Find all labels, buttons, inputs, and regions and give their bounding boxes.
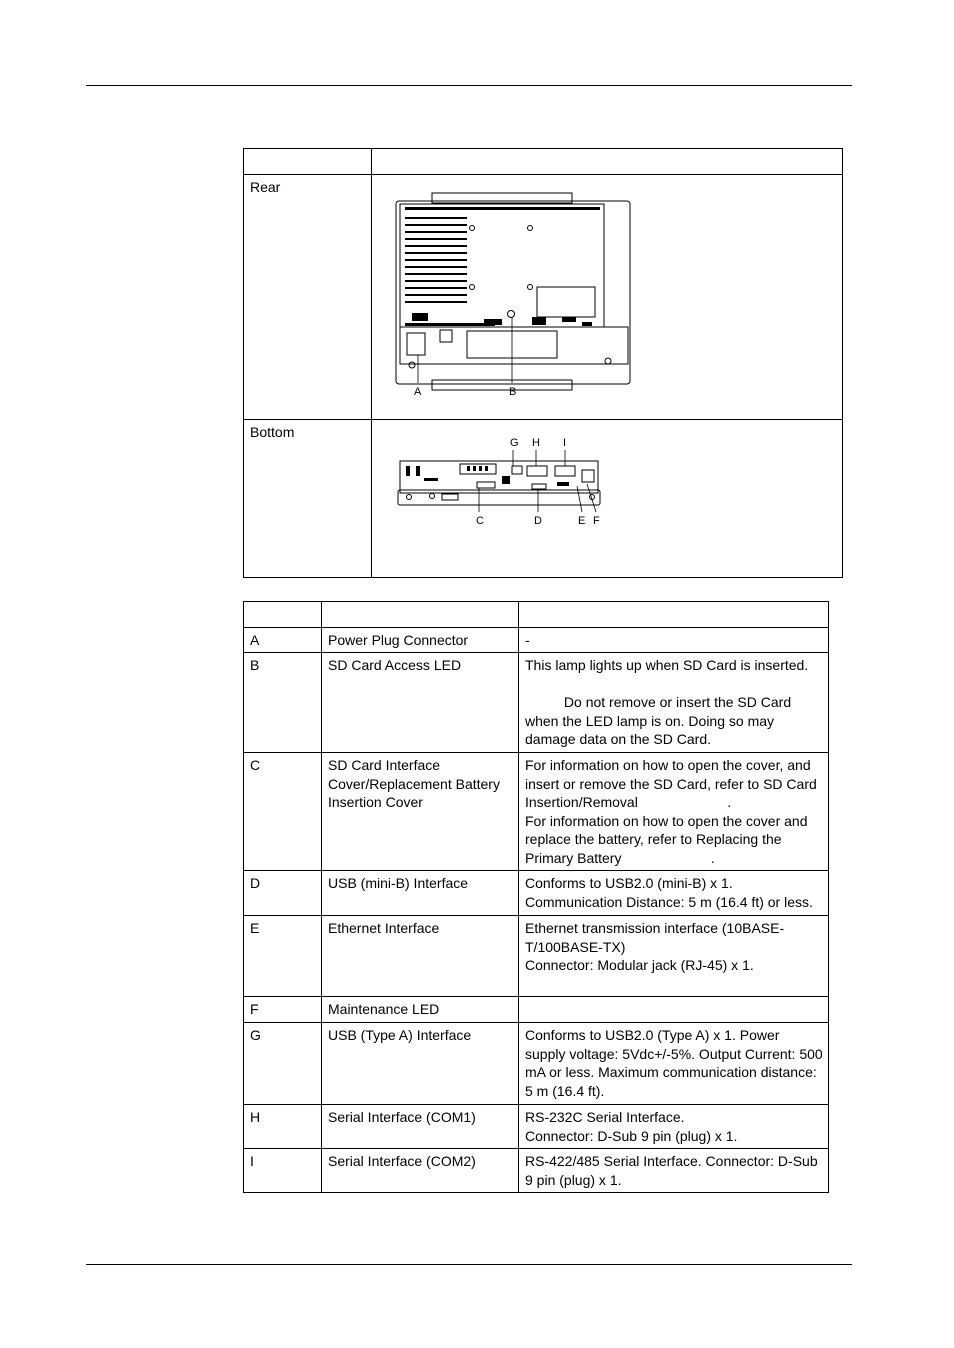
footer-rule bbox=[86, 1264, 852, 1265]
part-name: Maintenance LED bbox=[328, 1001, 440, 1017]
table-row bbox=[244, 628, 829, 653]
callout-C: C bbox=[476, 515, 484, 527]
view-figure-cell bbox=[372, 420, 843, 578]
callout-E: E bbox=[578, 515, 586, 527]
table-row bbox=[244, 916, 829, 997]
part-desc: RS-422/485 Serial Interface. Connector: D-Sub 9 pin (plug) x 1. bbox=[525, 1153, 822, 1188]
table-row bbox=[244, 871, 829, 916]
table-row bbox=[244, 1105, 829, 1149]
part-id: E bbox=[250, 920, 260, 936]
callout-B: B bbox=[509, 386, 517, 398]
part-desc: RS-232C Serial Interface. Connector: D-Sub 9 pin (plug) x 1. bbox=[525, 1109, 738, 1144]
part-name: Serial Interface (COM1) bbox=[328, 1109, 476, 1125]
callout-I: I bbox=[563, 437, 567, 449]
view-figure-cell bbox=[372, 175, 843, 420]
part-id: G bbox=[250, 1027, 261, 1043]
part-name: Ethernet Interface bbox=[328, 920, 440, 936]
parts-table bbox=[243, 601, 829, 1193]
parts-header-row bbox=[244, 602, 829, 628]
view-label-cell bbox=[244, 420, 372, 578]
table-row bbox=[244, 1149, 829, 1193]
views-header-row bbox=[244, 149, 843, 175]
part-name: USB (mini-B) Interface bbox=[328, 875, 469, 891]
part-id: B bbox=[250, 657, 260, 673]
part-desc: Conforms to USB2.0 (mini-B) x 1. Communication Distance: 5 m (16.4 ft) or less. bbox=[525, 875, 813, 910]
callout-F: F bbox=[593, 515, 600, 527]
views-header-cell bbox=[372, 149, 843, 175]
callout-H: H bbox=[532, 437, 540, 449]
part-desc: This lamp lights up when SD Card is inserted. Do not remove or insert the SD Card when the LED lamp is on. Doing so may damage data on the SD Card. bbox=[525, 657, 809, 747]
callout-D: D bbox=[534, 515, 542, 527]
view-label: Rear bbox=[250, 179, 281, 195]
part-id: D bbox=[250, 875, 261, 891]
table-row bbox=[244, 1023, 829, 1105]
parts-header-cell bbox=[244, 602, 322, 628]
part-name: USB (Type A) Interface bbox=[328, 1027, 472, 1043]
part-name: Serial Interface (COM2) bbox=[328, 1153, 476, 1169]
part-desc: - bbox=[525, 632, 530, 648]
view-label: Bottom bbox=[250, 424, 295, 440]
part-desc bbox=[519, 997, 828, 1000]
rear-view-figure bbox=[372, 175, 842, 416]
table-row bbox=[244, 175, 843, 420]
part-name: Power Plug Connector bbox=[328, 632, 469, 648]
parts-header-cell bbox=[519, 602, 829, 628]
table-row bbox=[244, 753, 829, 871]
part-id: H bbox=[250, 1109, 261, 1125]
part-desc: For information on how to open the cover, and insert or remove the SD Card, refer to SD Card Insertion/Removal . For information on how to open the cover and replace the battery, refer to Replacing the Primary Battery . bbox=[525, 757, 817, 866]
part-id: I bbox=[250, 1153, 254, 1169]
part-name: SD Card Interface Cover/Replacement Battery Insertion Cover bbox=[328, 757, 500, 810]
part-id: A bbox=[250, 632, 260, 648]
callout-G: G bbox=[510, 437, 519, 449]
part-name: SD Card Access LED bbox=[328, 657, 462, 673]
part-desc: Ethernet transmission interface (10BASE-T/100BASE-TX) Connector: Modular jack (RJ-45) x 1. bbox=[525, 920, 785, 973]
table-row bbox=[244, 653, 829, 753]
table-row bbox=[244, 420, 843, 578]
parts-header-cell bbox=[322, 602, 519, 628]
view-label-cell bbox=[244, 175, 372, 420]
part-desc: Conforms to USB2.0 (Type A) x 1. Power supply voltage: 5Vdc+/-5%. Output Current: 500 mA or less. Maximum communication distance: 5 m (16.4 ft). bbox=[525, 1027, 827, 1099]
table-row bbox=[244, 997, 829, 1023]
part-id: F bbox=[250, 1001, 259, 1017]
part-id: C bbox=[250, 757, 261, 773]
header-rule bbox=[86, 85, 852, 86]
bottom-view-figure bbox=[372, 420, 842, 574]
views-table bbox=[243, 148, 843, 578]
views-header-cell bbox=[244, 149, 372, 175]
callout-A: A bbox=[414, 386, 422, 398]
